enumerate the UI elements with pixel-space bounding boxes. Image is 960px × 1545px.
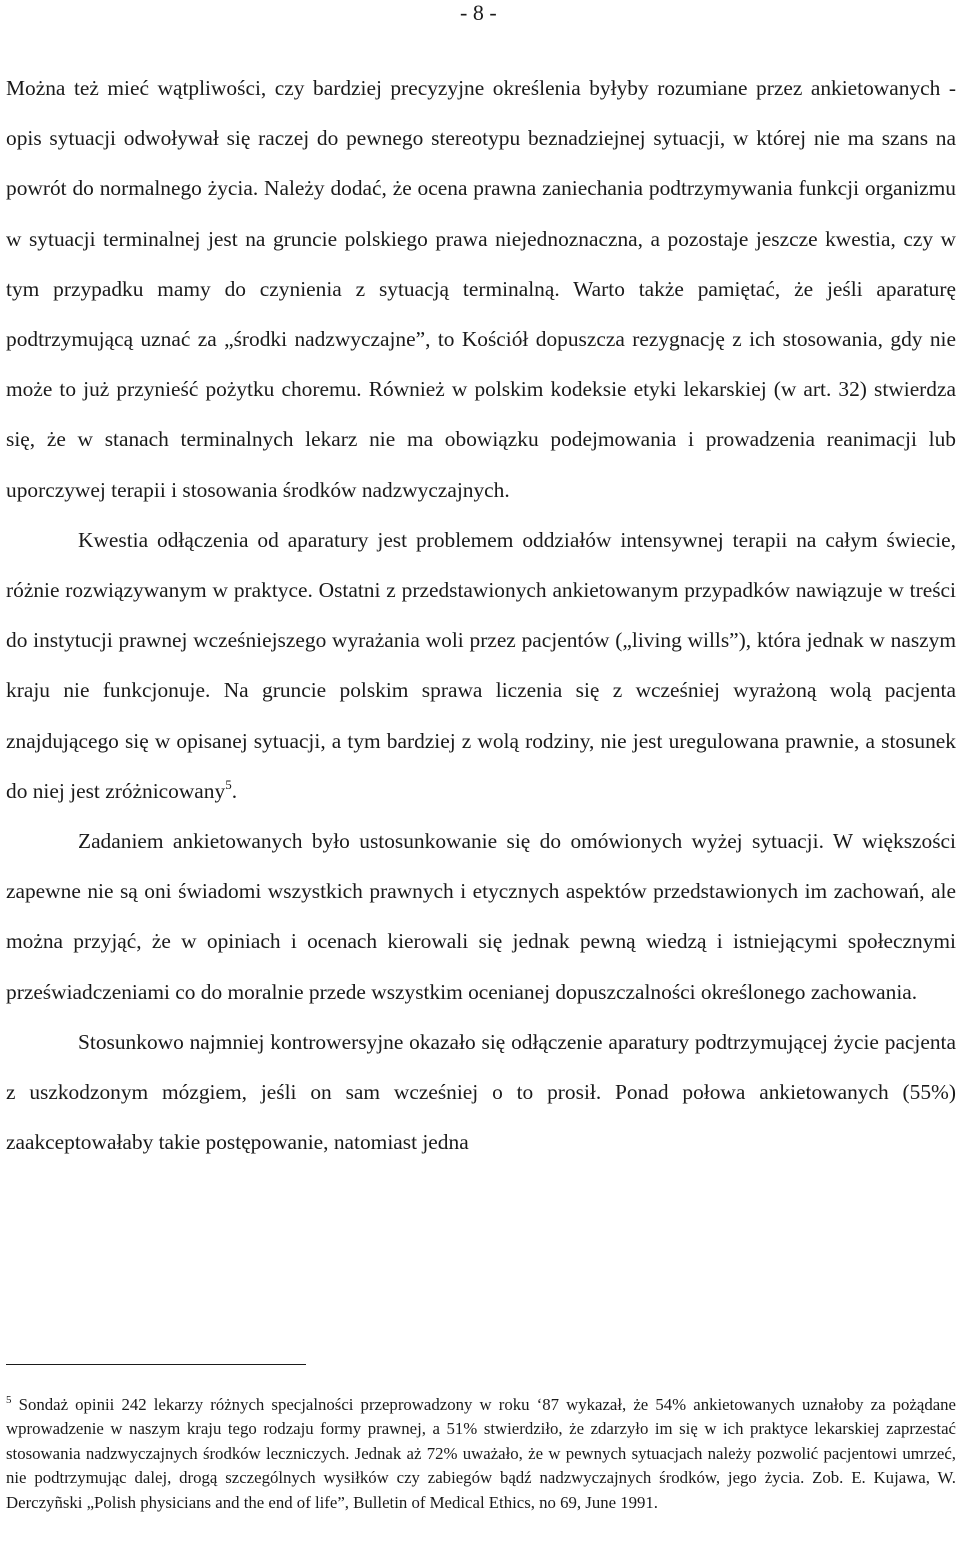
paragraph-2 bbox=[6, 515, 956, 816]
footnote-5 bbox=[6, 1393, 956, 1515]
footnote-separator bbox=[6, 1364, 306, 1365]
paragraph-3 bbox=[6, 816, 956, 1017]
body-text bbox=[6, 63, 956, 1167]
paragraph-1-text: Można też mieć wątpliwości, czy bardziej precyzyjne określenia byłyby rozumiane przez ankietowanych - opis sytuacji odwoływał się raczej do pewnego stereotypu beznadziejnej sytuacji, w której nie ma szans na powrót do normalnego życia. Należy dodać, że ocena prawna zaniechania podtrzymywania funkcji organizmu w sytuacji terminalnej jest na gruncie polskiego prawa niejednoznaczna, a pozostaje jeszcze kwestia, czy w tym przypadku mamy do czynienia z sytuacją terminalną. Warto także pamiętać, że jeśli aparaturę podtrzymującą uznać za „środki nadzwyczajne”, to Kościół dopuszcza rezygnację z ich stosowania, gdy nie może to już przynieść pożytku choremu. Również w polskim kodeksie etyki lekarskiej (w art. 32) stwierdza się, że w stanach terminalnych lekarz nie ma obowiązku podejmowania i prowadzenia reanimacji lub uporczywej terapii i stosowania środków nadzwyczajnych. bbox=[6, 76, 956, 502]
footnote-text: Sondaż opinii 242 lekarzy różnych specjalności przeprowadzony w roku ‘87 wykazał, że 54% ankietowanych uznałoby za pożądane wprowadzenie w naszym kraju tego rodzaju formy prawnej, a 51% stwierdziło, że zdarzyło im się w ich praktyce lekarskiej zaprzestać stosowania nadzwyczajnych środków leczniczych. Jednak aż 72% uważało, że w pewnych sytuacjach należy pozwolić pacjentowi umrzeć, nie podtrzymując dalej, drogą szczególnych wysiłków czy zabiegów bądź nadzwyczajnych środków, jego życia. Zob. E. Kujawa, W. Derczyñski „Polish physicians and the end of life”, Bulletin of Medical Ethics, no 69, June 1991. bbox=[6, 1395, 956, 1512]
footnote-reference-5[interactable]: 5 bbox=[225, 776, 232, 792]
paragraph-4-text: Stosunkowo najmniej kontrowersyjne okazało się odłączenie aparatury podtrzymującej życie pacjenta z uszkodzonym mózgiem, jeśli on sam wcześniej o to prosił. Ponad połowa ankietowanych (55%) zaakceptowałaby takie postępowanie, natomiast jedna bbox=[6, 1029, 956, 1155]
paragraph-4 bbox=[6, 1017, 956, 1168]
paragraph-2-end: . bbox=[231, 778, 238, 803]
paragraph-3-text: Zadaniem ankietowanych było ustosunkowanie się do omówionych wyżej sytuacji. W większości zapewne nie są oni świadomi wszystkich prawnych i etycznych aspektów przedstawionych im zachowań, ale można przyjąć, że w opiniach i ocenach kierowali się jednak pewną wiedzą i istniejącymi społecznymi przeświadczeniami co do moralnie przede wszystkim ocenianej dopuszczalności określonego zachowania. bbox=[6, 829, 956, 1004]
page-number: - 8 - bbox=[460, 0, 497, 25]
paragraph-1 bbox=[6, 63, 956, 515]
document-page bbox=[6, 0, 956, 1545]
footnote-marker: 5 bbox=[6, 1394, 12, 1406]
footnotes bbox=[6, 1393, 956, 1515]
paragraph-2-text: Kwestia odłączenia od aparatury jest problemem oddziałów intensywnej terapii na całym świecie, różnie rozwiązywanym w praktyce. Ostatni z przedstawionych ankietowanym przypadków nawiązuje w treści do instytucji prawnej wcześniejszego wyrażania woli przez pacjentów („living wills”), która jednak w naszym kraju nie funkcjonuje. Na gruncie polskim sprawa liczenia się z wcześniej wyrażoną wolą pacjenta znajdującego się w opisanej sytuacji, a tym bardziej z wolą rodziny, nie jest uregulowana prawnie, a stosunek do niej jest zróżnicowany bbox=[6, 527, 956, 803]
